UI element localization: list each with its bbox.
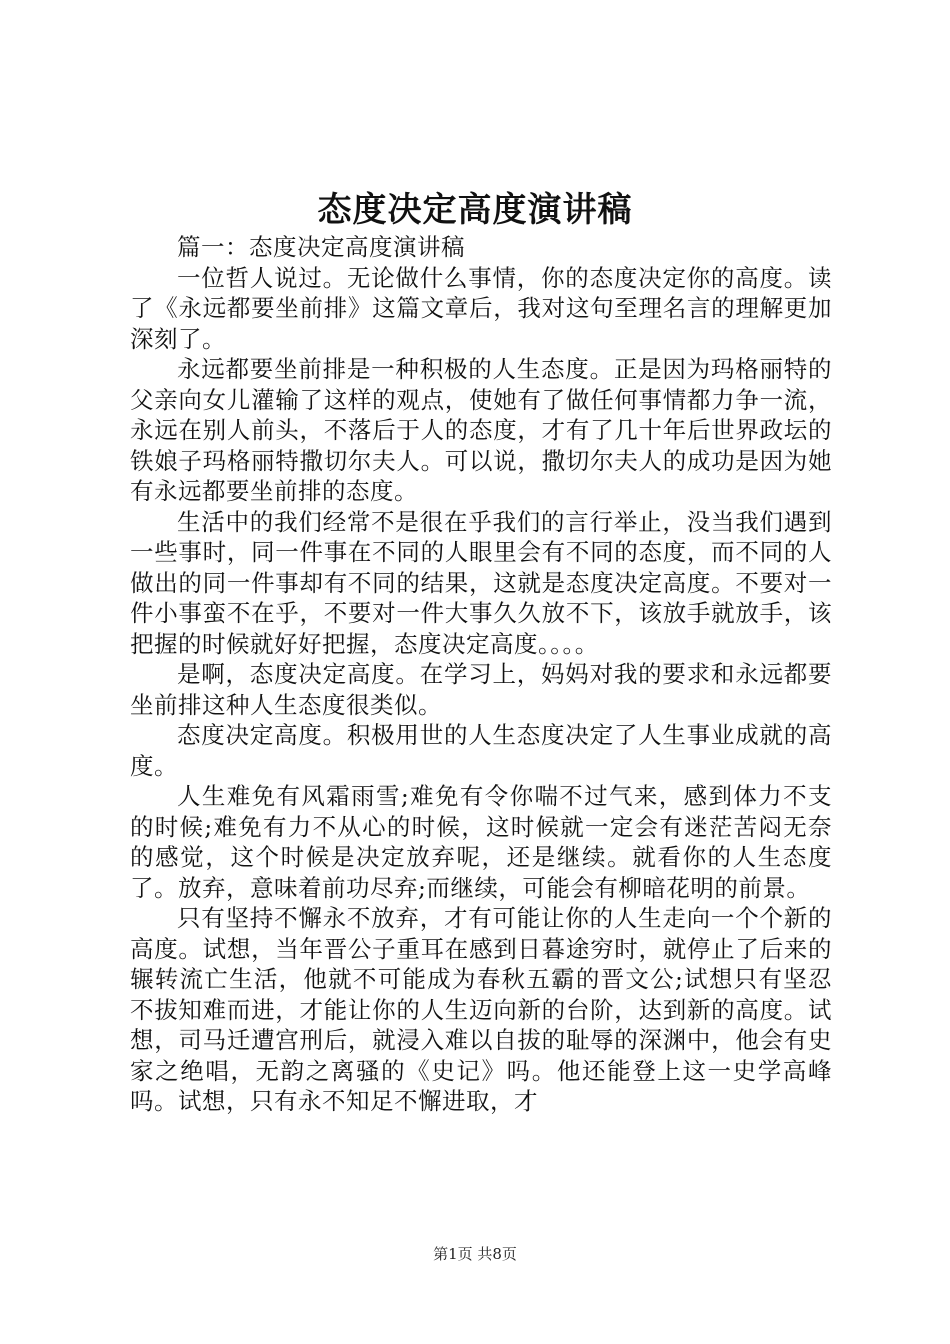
document-body xyxy=(130,232,832,1117)
paragraph: 只有坚持不懈永不放弃，才有可能让你的人生走向一个个新的高度。试想，当年晋公子重耳在感到日暮途穷时，就停止了后来的辗转流亡生活，他就不可能成为春秋五霸的晋文公;试想只有坚忍不拔知难而进，才能让你的人生迈向新的台阶，达到新的高度。试想，司马迁遭宫刑后，就浸入难以自拔的耻辱的深渊中，他会有史家之绝唱，无韵之离骚的《史记》吗。他还能登上这一史学高峰吗。试想，只有永不知足不懈进取，才 xyxy=(130,904,832,1115)
paragraph: 人生难免有风霜雨雪;难免有令你喘不过气来，感到体力不支的时候;难免有力不从心的时候，这时候就一定会有迷茫苦闷无奈的感觉，这个时候是决定放弃呢，还是继续。就看你的人生态度了。放弃，意味着前功尽弃;而继续，可能会有柳暗花明的前景。 xyxy=(130,782,832,902)
paragraph: 永远都要坐前排是一种积极的人生态度。正是因为玛格丽特的父亲向女儿灌输了这样的观点，使她有了做任何事情都力争一流，永远在别人前头，不落后于人的态度，才有了几十年后世界政坛的铁娘子玛格丽特撒切尔夫人。可以说，撒切尔夫人的成功是因为她有永远都要坐前排的态度。 xyxy=(130,355,832,505)
paragraph: 是啊，态度决定高度。在学习上，妈妈对我的要求和永远都要坐前排这种人生态度很类似。 xyxy=(130,660,832,719)
document-title: 态度决定高度演讲稿 xyxy=(317,190,633,230)
page-number: 第1页 共8页 xyxy=(433,1245,517,1263)
page-footer xyxy=(0,1244,950,1264)
paragraph: 生活中的我们经常不是很在乎我们的言行举止，没当我们遇到一些事时，同一件事在不同的人眼里会有不同的态度，而不同的人做出的同一件事却有不同的结果，这就是态度决定高度。不要对一件小事蛮不在乎，不要对一件大事久久放不下，该放手就放手，该把握的时候就好好把握，态度决定高度。。。。 xyxy=(130,507,832,658)
section-heading: 篇一：态度决定高度演讲稿 xyxy=(177,233,465,261)
paragraph: 一位哲人说过。无论做什么事情，你的态度决定你的高度。读了《永远都要坐前排》这篇文章后，我对这句至理名言的理解更加深刻了。 xyxy=(130,263,832,353)
paragraph: 态度决定高度。积极用世的人生态度决定了人生事业成就的高度。 xyxy=(130,721,832,780)
